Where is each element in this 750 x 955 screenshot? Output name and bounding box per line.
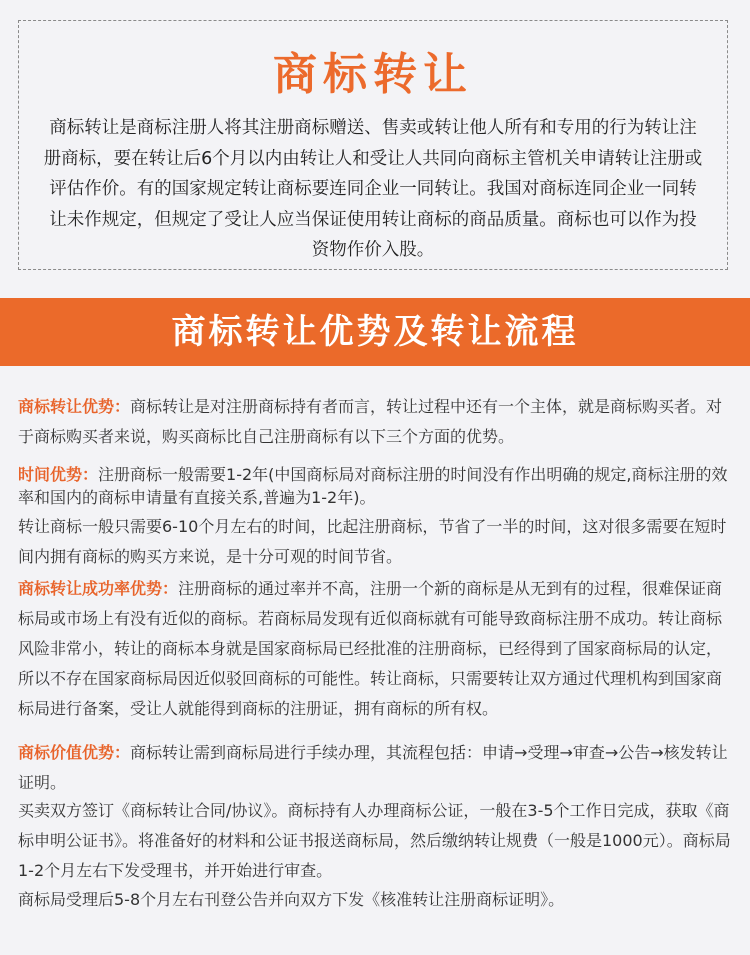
success-paragraph — [18, 574, 733, 724]
value-label: 商标价值优势 — [18, 743, 115, 762]
intro-text: 商标转让是商标注册人将其注册商标赠送、售卖或转让他人所有和专用的行为转让注册商标，要在转让后6个月以内由转让人和受让人共同向商标主管机关申请转让注册或评估作价。有的国家规定转让商标要连同企业一同转让。我国对商标连同企业一同转让未作规定，但规定了受让人应当保证使用转让商标的商品质量。商标也可以作为投资物作价入股。 — [43, 118, 703, 260]
intro-title: 商标转让 — [273, 49, 473, 100]
value-text: 商标转让需到商标局进行手续办理，其流程包括：申请→受理→审查→公告→核发转让证明。 — [18, 743, 728, 792]
process-paragraph-1 — [18, 796, 733, 886]
success-sep: ： — [162, 579, 179, 598]
value-paragraph — [18, 738, 733, 798]
banner-title: 商标转让优势及转让流程 — [171, 312, 579, 352]
process-text-2: 商标局受理后5-8个月左右刊登公告并向双方下发《核准转让注册商标证明》。 — [18, 890, 565, 909]
value-sep: ： — [114, 743, 131, 762]
intro-box — [18, 20, 728, 270]
time-label: 时间优势 — [18, 465, 83, 484]
time-text-1: 注册商标一般需要1-2年(中国商标局对商标注册的时间没有作出明确的规定,商标注册的效率和国内的商标申请量有直接关系,普遍为1-2年)。 — [18, 465, 728, 507]
advantage-sep: ： — [114, 397, 131, 416]
time-paragraph — [18, 464, 733, 509]
success-text: 注册商标的通过率并不高，注册一个新的商标是从无到有的过程，很难保证商标局或市场上有没有近似的商标。若商标局发现有近似商标就有可能导致商标注册不成功。转让商标风险非常小，转让的商标本身就是国家商标局已经批准的注册商标，已经得到了国家商标局的认定，所以不存在国家商标局因近似驳回商标的可能性。转让商标，只需要转让双方通过代理机构到国家商标局进行备案，受让人就能得到商标的注册证，拥有商标的所有权。 — [18, 579, 723, 718]
section-banner — [0, 298, 750, 366]
time-text-2: 转让商标一般只需要6-10个月左右的时间，比起注册商标，节省了一半的时间，这对很多需要在短时间内拥有商标的购买方来说，是十分可观的时间节省。 — [18, 517, 727, 566]
time-sep: ： — [82, 465, 99, 484]
success-label: 商标转让成功率优势 — [18, 579, 163, 598]
advantage-label: 商标转让优势 — [18, 397, 115, 416]
advantage-paragraph — [18, 392, 733, 452]
process-paragraph-2 — [18, 885, 733, 915]
time-paragraph-2 — [18, 512, 733, 572]
process-text-1: 买卖双方签订《商标转让合同/协议》。商标持有人办理商标公证，一般在3-5个工作日完成，获取《商标申明公证书》。将准备好的材料和公证书报送商标局，然后缴纳转让规费（一般是1000元）。商标局1-2个月左右下发受理书，并开始进行审查。 — [18, 801, 731, 880]
advantage-text: 商标转让是对注册商标持有者而言，转让过程中还有一个主体，就是商标购买者。对于商标购买者来说，购买商标比自己注册商标有以下三个方面的优势。 — [18, 397, 723, 446]
